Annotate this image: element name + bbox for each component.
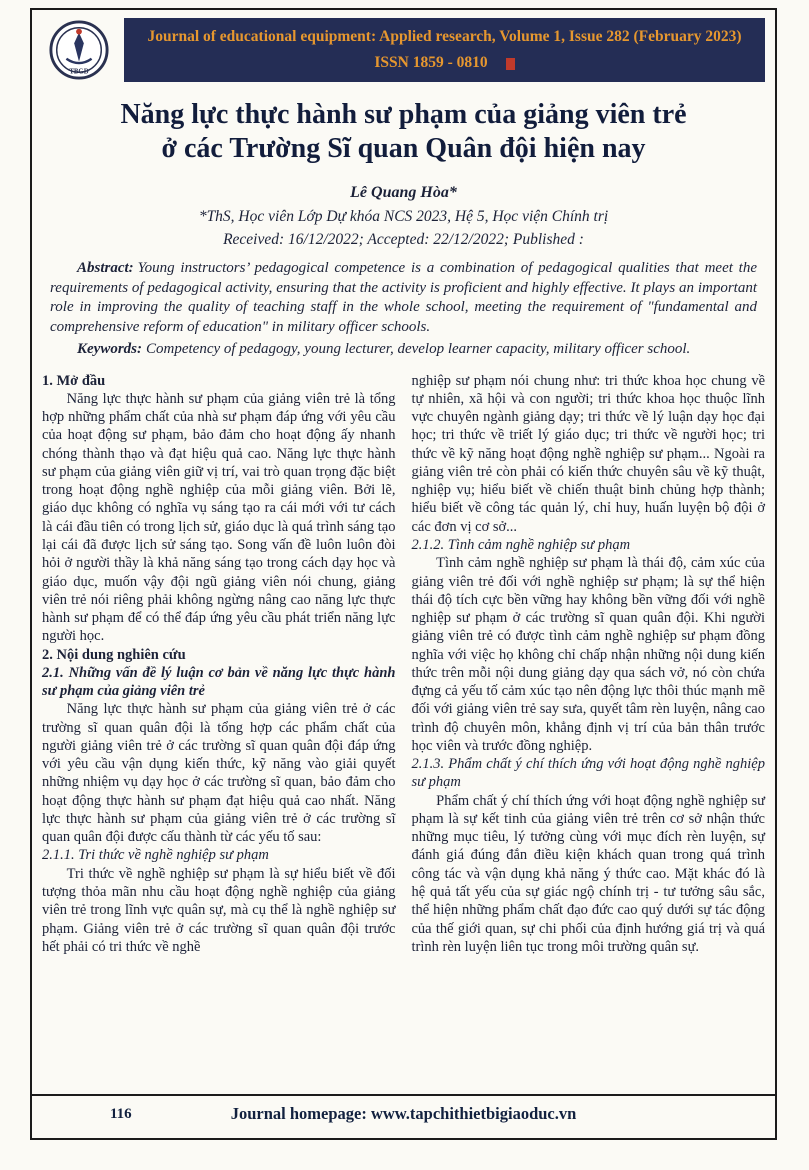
article-title-line-1: Năng lực thực hành sư phạm của giảng viên trẻ — [120, 99, 687, 131]
journal-title-line: Journal of educational equipment: Applied research, Volume 1, Issue 282 (February 2023) — [147, 28, 742, 45]
body-paragraph: Phẩm chất ý chí thích ứng với hoạt động nghề nghiệp sư phạm là sự kết tinh của giảng viên trẻ trên cơ sở nhận thức những mục tiêu, lý tưởng cùng với mục đích rèn luyện, sự đánh giá đúng đắn điều kiện khách quan trong quá trình công tác và vận dụng khả năng ý thức cao. Mặt khác đó là hệ quả tất yếu của sự giác ngộ chính trị - tư tưởng sâu sắc, thể hiện những phẩm chất đạo đức cao quý dưới sự tác động của thế giới quan, sự chi phối của định hướng giá trị và quá trình rèn luyện liên tục trong môi trường quân sự. — [411, 792, 765, 955]
red-mark-decoration — [506, 58, 515, 70]
body-paragraph: Năng lực thực hành sư phạm của giảng viên trẻ ở các trường sĩ quan quân đội là tổng hợp các phẩm chất của người giảng viên trẻ ở các trường sĩ quan quân đội đáp ứng với yêu cầu vận dụng kiến thức, kỹ năng vào giải quyết những nhiệm vụ dạy học ở các trường sĩ quan, bảo đảm cho hoạt động thực hành sư phạm đạt hiệu quả cao nhất. Năng lực thực hành sư phạm của giảng viên trẻ ở các trường sĩ quan quân đội được cấu thành từ các yếu tố sau: — [42, 701, 396, 846]
issn-line — [134, 54, 755, 72]
journal-homepage: Journal homepage: www.tapchithietbigiaoduc.vn — [230, 1104, 577, 1123]
section-heading: 1. Mở đầu — [42, 372, 106, 389]
subsubsection-heading: 2.1.2. Tình cảm nghề nghiệp sư phạm — [411, 536, 631, 553]
keywords-label: Keywords: — [77, 341, 142, 358]
received-accepted-published-line: Received: 16/12/2022; Accepted: 22/12/2022; Published : — [223, 231, 584, 249]
journal-header-band — [124, 18, 765, 82]
subsubsection-heading: 2.1.3. Phẩm chất ý chí thích ứng với hoạt động nghề nghiệp sư phạm — [411, 756, 765, 791]
keywords-text: Competency of pedagogy, young lecturer, develop learner capacity, military officer school. — [146, 341, 691, 358]
abstract-paragraph — [50, 259, 757, 337]
issn-text: ISSN 1859 - 0810 — [374, 54, 488, 72]
author-affiliation: *ThS, Học viên Lớp Dự khóa NCS 2023, Hệ 5, Học viện Chính trị — [198, 208, 609, 226]
body-paragraph: Năng lực thực hành sư phạm của giảng viên trẻ là tổng hợp những phẩm chất của nhà sư phạm đáp ứng với yêu cầu của hoạt động sư phạm, bảo đảm cho hoạt động ấy nhanh chóng thành thạo và đạt hiệu quả cao. Năng lực thực hành sư phạm của giảng viên giữ vị trí, vai trò quan trọng đặc biệt trong hoạt động nghề nghiệp của mỗi giảng viên. Bởi lẽ, giáo dục không có nghĩa vụ sáng tạo ra cái mới với tư cách là cái đầu tiên có trong lịch sử, giáo dục là quá trình sáng tạo lại cái đã được lịch sử sáng tạo. Song vấn đề luôn luôn đòi hỏi ở người thầy là khả năng sáng tạo trong cách dạy học và giáo dục, muốn vậy đội ngũ giảng viên nói chung, giảng viên trẻ nói riêng phải không ngừng nâng cao năng lực thực hành sư phạm để có thể đáp ứng yêu cầu phát triển năng lực người học. — [42, 390, 396, 645]
page-border-frame — [30, 8, 777, 1140]
column-right — [412, 372, 766, 957]
column-left — [42, 372, 396, 957]
article-title-line-2: ở các Trường Sĩ quan Quân đội hiện nay — [161, 132, 646, 164]
body-columns — [42, 372, 765, 957]
subsection-heading: 2.1. Những vấn đề lý luận cơ bản về năng lực thực hành sư phạm của giảng viên trẻ — [42, 664, 396, 700]
abstract-label: Abstract: — [77, 260, 134, 277]
masthead — [42, 18, 765, 82]
section-heading: 2. Nội dung nghiên cứu — [42, 646, 186, 663]
subsubsection-heading: 2.1.1. Tri thức về nghề nghiệp sư phạm — [42, 847, 269, 864]
abstract-text: Young instructors’ pedagogical competence is a combination of pedagogical qualities that meet the requirements of pedagogical activity, ensuring that the activity is proficient and highly effective. It plays an important role in improving the quality of teaching staff in the whole school, meeting the requirement of "fundamental and comprehensive reform of education" in military officer schools. — [50, 260, 757, 335]
page-footer — [32, 1094, 775, 1132]
page-number: 116 — [110, 1106, 132, 1122]
logo-text: TBGD — [69, 68, 89, 76]
journal-logo — [42, 19, 116, 81]
body-paragraph: Tình cảm nghề nghiệp sư phạm là thái độ, cảm xúc của giảng viên trẻ đối với nghề nghiệp sư phạm; là sự thể hiện thái độ tích cực bền vững hay không bền vững đối với nghề nghiệp sư phạm ở các trường sĩ quan quân đội. Khi người giảng viên trẻ có được tình cảm nghề nghiệp sư phạm đồng nghĩa với việc họ không chỉ chấp nhận những nội dung kiến thức trên mỗi nội dung giảng dạy qua sách vở, nó còn chứa đựng cả yếu tố cảm xúc tạo nên động lực thôi thúc mạnh mẽ đối với giảng viên trẻ say sưa, quyết tâm rèn luyện, nâng cao trình độ chuyên môn, khẳng định vị trí của bản thân trước học viên và trước đồng nghiệp. — [411, 555, 765, 754]
author-name: Lê Quang Hòa* — [350, 184, 457, 202]
body-paragraph: nghiệp sư phạm nói chung như: tri thức khoa học chung về tự nhiên, xã hội và con người; tri thức khoa học thuộc lĩnh vực chuyên ngành giảng dạy; tri thức về lý luận dạy học đại học; tri thức về triết lý giáo dục; tri thức về người học; tri thức về kỹ năng hoạt động nghề nghiệp sư phạm... Ngoài ra giảng viên trẻ còn phải có kiến thức chuyên sâu về kỹ thuật, nghiệp vụ; hiểu biết về chiến thuật binh chủng hợp thành; hiểu biết về công tác quản lý, chỉ huy, huấn luyện bộ đội ở các đơn vị cơ sở... — [411, 372, 765, 535]
body-paragraph: Tri thức về nghề nghiệp sư phạm là sự hiểu biết về đối tượng thỏa mãn nhu cầu hoạt động nghề nghiệp của giảng viên trẻ trong lĩnh vực quân sự, mà cụ thể là nghề nghiệp sư phạm. Giảng viên trẻ ở các trường sĩ quan quân đội trước hết phải có tri thức về nghề — [42, 865, 396, 955]
journal-logo-icon — [48, 19, 110, 81]
keywords-paragraph — [50, 340, 757, 360]
article-title — [42, 98, 765, 165]
